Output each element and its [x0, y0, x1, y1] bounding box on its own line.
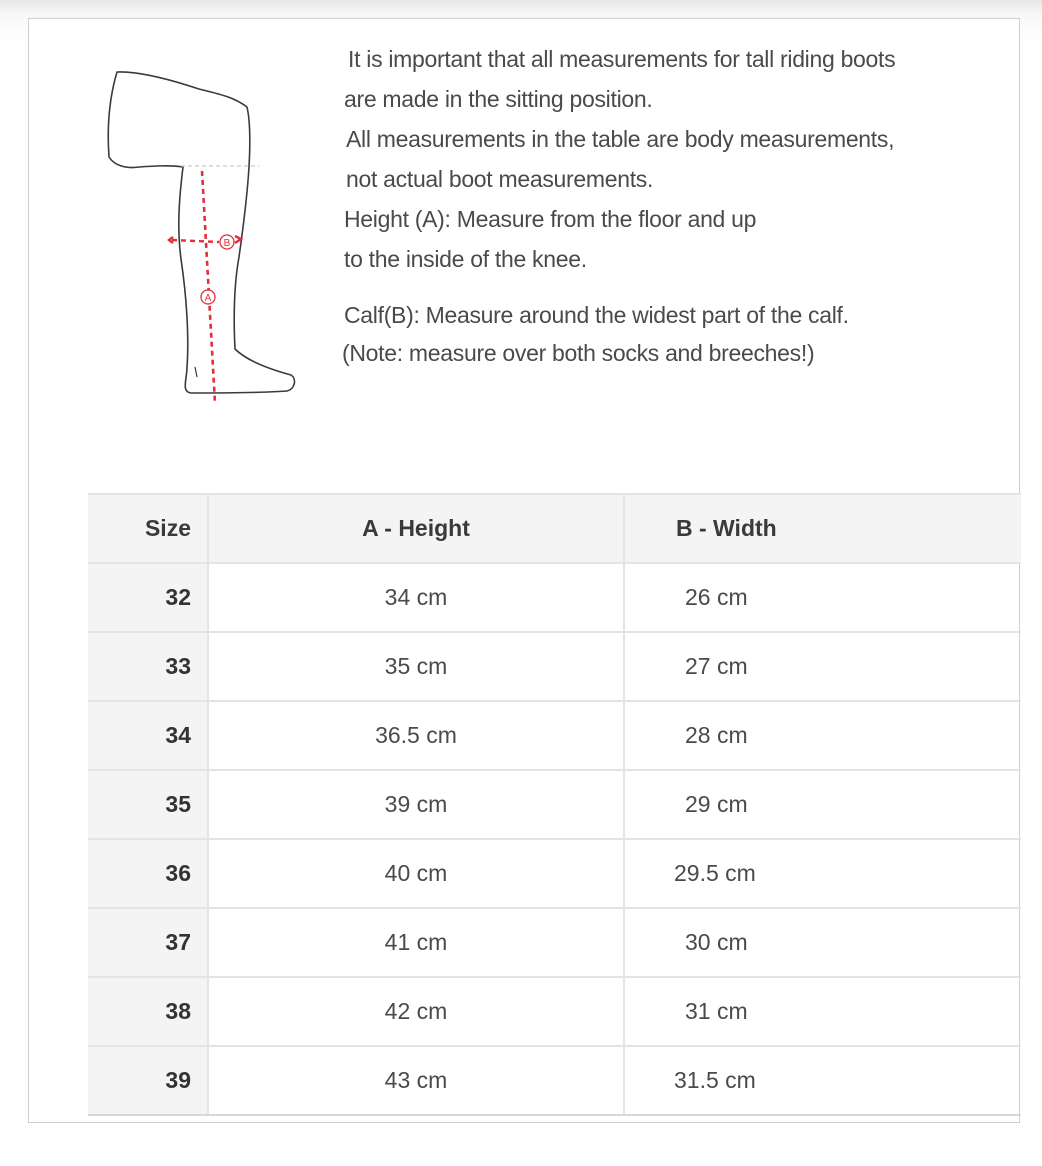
instruction-line: (Note: measure over both socks and breeches!)	[342, 340, 815, 366]
instruction-line: to the inside of the knee.	[344, 246, 587, 272]
height-cell: 41 cm	[208, 908, 624, 977]
instruction-line: are made in the sitting position.	[344, 86, 653, 112]
leg-outline	[108, 72, 294, 393]
table-row	[88, 701, 1021, 770]
label-b: B	[223, 238, 231, 249]
width-cell: 27 cm	[624, 632, 1021, 701]
height-cell: 34 cm	[208, 563, 624, 632]
width-cell: 28 cm	[624, 701, 1021, 770]
height-cell: 43 cm	[208, 1046, 624, 1115]
column-header-size: Size	[88, 494, 208, 563]
width-cell: 31 cm	[624, 977, 1021, 1046]
height-cell: 35 cm	[208, 632, 624, 701]
table-row	[88, 563, 1021, 632]
height-cell: 40 cm	[208, 839, 624, 908]
label-b-marker	[220, 235, 234, 249]
size-cell: 33	[88, 632, 208, 701]
width-cell: 30 cm	[624, 908, 1021, 977]
height-cell: 36.5 cm	[208, 701, 624, 770]
instruction-line: not actual boot measurements.	[346, 166, 654, 192]
leg-measurement-diagram	[69, 49, 309, 419]
height-a-measure	[202, 171, 215, 403]
table-row	[88, 839, 1021, 908]
size-cell: 34	[88, 701, 208, 770]
width-cell: 31.5 cm	[624, 1046, 1021, 1115]
measurement-instructions	[344, 39, 1024, 372]
column-header-width: B - Width	[624, 494, 1021, 563]
instruction-line: All measurements in the table are body measurements,	[346, 126, 895, 152]
table-header-row	[88, 494, 1021, 563]
table-row	[88, 770, 1021, 839]
size-cell: 39	[88, 1046, 208, 1115]
width-cell: 29 cm	[624, 770, 1021, 839]
width-cell: 29.5 cm	[624, 839, 1021, 908]
instruction-line: It is important that all measurements for tall riding boots	[348, 46, 896, 72]
size-cell: 37	[88, 908, 208, 977]
size-cell: 35	[88, 770, 208, 839]
label-a-marker	[201, 290, 215, 304]
table-row	[88, 1046, 1021, 1115]
table-row	[88, 632, 1021, 701]
size-chart-table	[88, 493, 1021, 1116]
size-cell: 32	[88, 563, 208, 632]
table-row	[88, 977, 1021, 1046]
instruction-line: Height (A): Measure from the floor and up	[344, 206, 757, 232]
size-cell: 38	[88, 977, 208, 1046]
size-cell: 36	[88, 839, 208, 908]
height-cell: 39 cm	[208, 770, 624, 839]
width-cell: 26 cm	[624, 563, 1021, 632]
label-a: A	[204, 293, 212, 304]
height-cell: 42 cm	[208, 977, 624, 1046]
table-row	[88, 908, 1021, 977]
size-guide-panel	[28, 18, 1020, 1123]
instruction-line: Calf(B): Measure around the widest part of the calf.	[344, 302, 849, 328]
column-header-height: A - Height	[208, 494, 624, 563]
